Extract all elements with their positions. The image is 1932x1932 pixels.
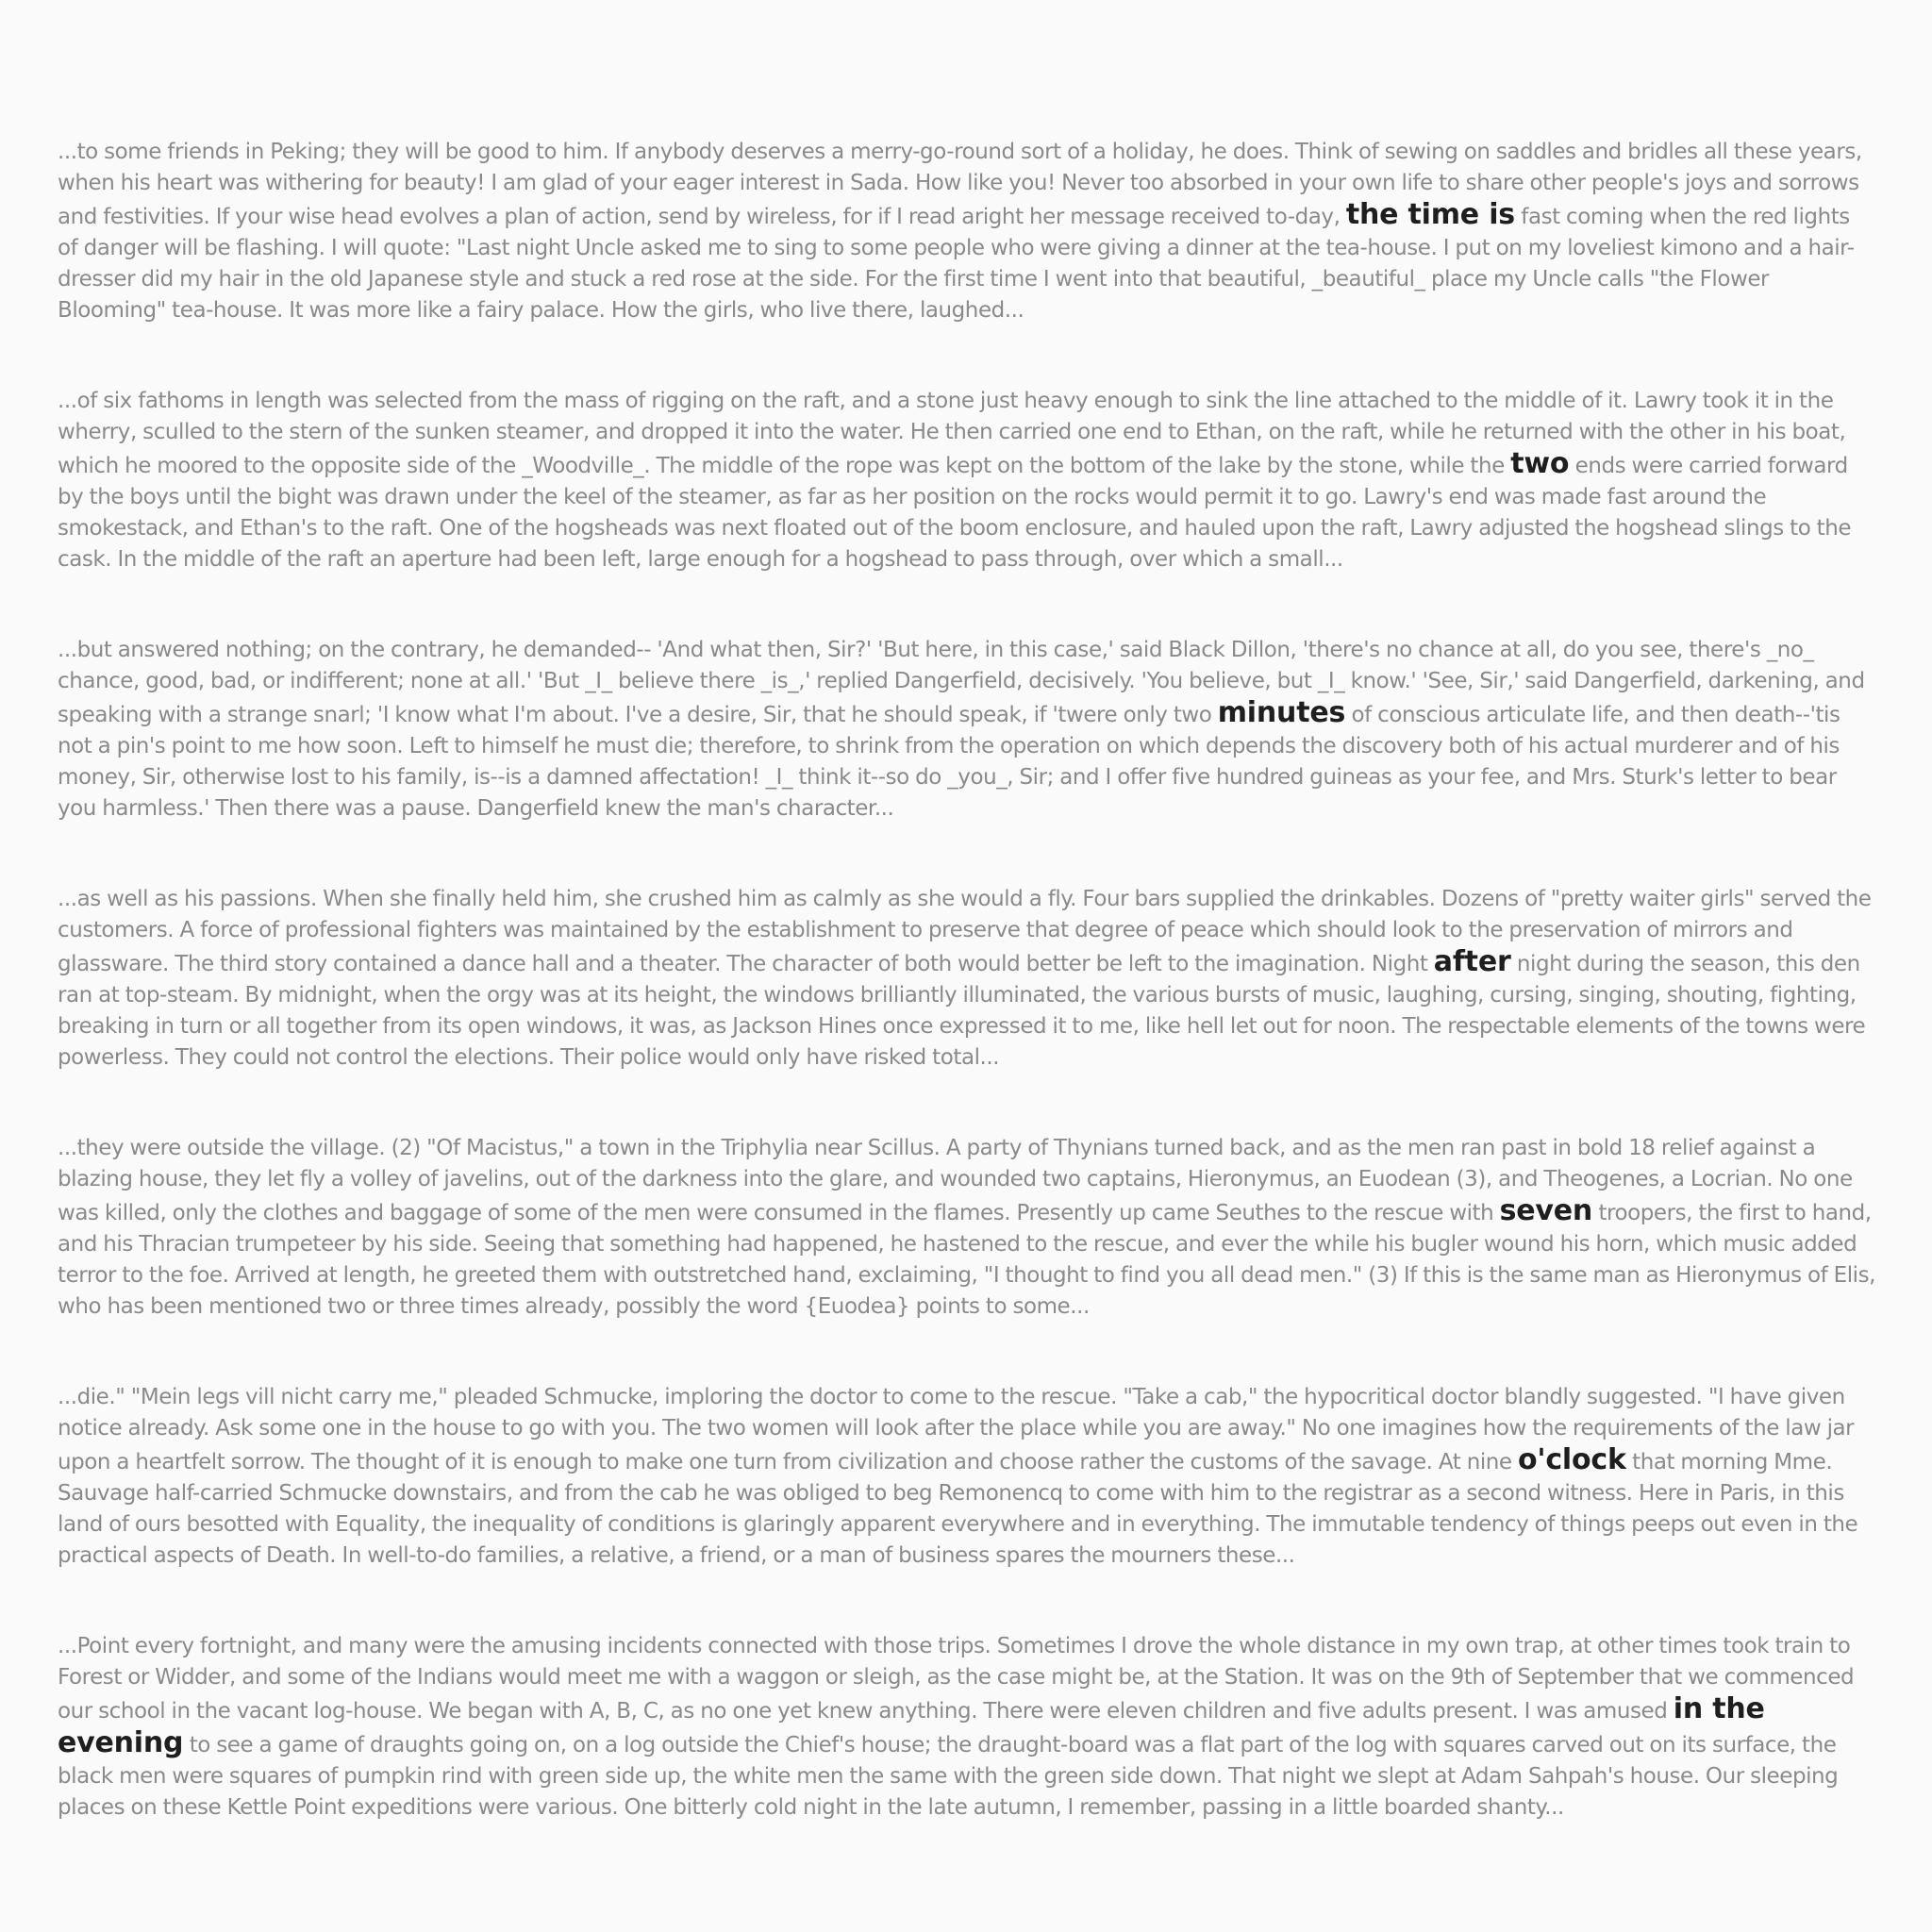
passage-2 <box>58 386 1875 575</box>
highlighted-phrase: minutes <box>1217 696 1346 729</box>
passage-text-after: fast coming when the red lights of danger will be flashing. I will quote: "Last night Uncle asked me to sing to some people who were giving a dinner at the tea-house. I put on my loveliest kimono and a hair-dresser did my hair in the old Japanese style and stuck a red rose at the side. For the first time I went into that beautiful, _beautiful_ place my Uncle calls "the Flower Blooming" tea-house. It was more like a fairy palace. How the girls, who live there, laughed... <box>58 205 1855 323</box>
passage-text-before: ...to some friends in Peking; they will be good to him. If anybody deserves a merry-go-round sort of a holiday, he does. Think of sewing on saddles and bridles all these years, when his heart was withering for beauty! I am glad of your eager interest in Sada. How like you! Never too absorbed in your own life to share other people's joys and sorrows and festivities. If your wise head evolves a plan of action, send by wireless, for if I read aright her message received to-day, <box>58 140 1862 229</box>
passage-text-before: ...of six fathoms in length was selected from the mass of rigging on the raft, and a stone just heavy enough to sink the line attached to the middle of it. Lawry took it in the wherry, sculled to the stern of the sunken steamer, and dropped it into the water. He then carried one end to Ethan, on the raft, while he returned with the other in his boat, which he moored to the opposite side of the _Woodville_. The middle of the rope was kept on the bottom of the lake by the stone, while the <box>58 389 1846 478</box>
passage-text-before: ...they were outside the village. (2) "Of Macistus," a town in the Triphylia near Scillus. A party of Thynians turned back, and as the men ran past in bold 18 relief against a blazing house, they let fly a volley of javelins, out of the darkness into the glare, and wounded two captains, Hieronymus, an Euodean (3), and Theogenes, a Locrian. No one was killed, only the clothes and baggage of some of the men were consumed in the flames. Presently up came Seuthes to the rescue with <box>58 1136 1853 1225</box>
passage-text-after: night during the season, this den ran at top-steam. By midnight, when the orgy was at its height, the windows brilliantly illuminated, the various bursts of music, laughing, cursing, singing, shouting, fighting, breaking in turn or all together from its open windows, it was, as Jackson Hines once expressed it to me, like hell let out for noon. The respectable elements of the towns were powerless. They could not control the elections. Their police would only have risked total... <box>58 952 1866 1070</box>
highlighted-phrase: o'clock <box>1517 1443 1626 1476</box>
passage-1 <box>58 137 1875 326</box>
passage-3 <box>58 635 1875 824</box>
highlighted-phrase: in the evening <box>58 1692 1765 1759</box>
highlighted-phrase: after <box>1433 945 1511 978</box>
passage-6 <box>58 1382 1875 1572</box>
passage-text-after: ends were carried forward by the boys until the bight was drawn under the keel of the steamer, as far as her position on the rocks would permit it to go. Lawry's end was made fast around the smokestack, and Ethan's to the raft. One of the hogsheads was next floated out of the boom enclosure, and hauled upon the raft, Lawry adjusted the hogshead slings to the cask. In the middle of the raft an aperture had been left, large enough for a hogshead to pass through, over which a small... <box>58 454 1852 572</box>
passage-4 <box>58 884 1875 1074</box>
highlighted-phrase: the time is <box>1345 198 1515 231</box>
passage-text-before: ...but answered nothing; on the contrary, he demanded-- 'And what then, Sir?' 'But here, in this case,' said Black Dillon, 'there's no chance at all, do you see, there's _no_ chance, good, bad, or indifferent; none at all.' 'But _I_ believe there _is_,' replied Dangerfield, decisively. 'You believe, but _I_ know.' 'See, Sir,' said Dangerfield, darkening, and speaking with a strange snarl; 'I know what I'm about. I've a desire, Sir, that he should speak, if 'twere only two <box>58 638 1865 727</box>
passage-text-after: troopers, the first to hand, and his Thracian trumpeteer by his side. Seeing that something had happened, he hastened to the rescue, and ever the while his bugler wound his horn, which music added terror to the foe. Arrived at length, he greeted them with outstretched hand, exclaiming, "I thought to find you all dead men." (3) If this is the same man as Hieronymus of Elis, who has been mentioned two or three times already, possibly the word {Euodea} points to some... <box>58 1201 1875 1319</box>
passage-text-after: that morning Mme. Sauvage half-carried Schmucke downstairs, and from the cab he was obliged to beg Remonencq to come with him to the registrar as a second witness. Here in Paris, in this land of ours besotted with Equality, the inequality of conditions is glaringly apparent everywhere and in everything. The immutable tendency of things peeps out even in the practical aspects of Death. In well-to-do families, a relative, a friend, or a man of business spares the mourners these... <box>58 1450 1858 1568</box>
highlighted-phrase: seven <box>1499 1194 1593 1227</box>
passage-text-after: of conscious articulate life, and then death--'tis not a pin's point to me how soon. Left to himself he must die; therefore, to shrink from the operation on which depends the discovery both of his actual murderer and of his money, Sir, otherwise lost to his family, is--is a damned affectation! _I_ think it--so do _you_, Sir; and I offer five hundred guineas as your fee, and Mrs. Sturk's letter to bear you harmless.' Then there was a pause. Dangerfield knew the man's character... <box>58 703 1840 821</box>
passage-5 <box>58 1133 1875 1323</box>
passage-text-before: ...die." "Mein legs vill nicht carry me," pleaded Schmucke, imploring the doctor to come to the rescue. "Take a cab," the hypocritical doctor blandly suggested. "I have given notice already. Ask some one in the house to go with you. The two women will look after the place while you are away." No one imagines how the requirements of the law jar upon a heartfelt sorrow. The thought of it is enough to make one turn from civilization and choose rather the customs of the savage. At nine <box>58 1385 1855 1474</box>
highlighted-phrase: two <box>1510 447 1570 480</box>
passage-7 <box>58 1631 1875 1824</box>
passage-text-before: ...Point every fortnight, and many were the amusing incidents connected with those trips. Sometimes I drove the whole distance in my own trap, at other times took train to Forest or Widder, and some of the Indians would meet me with a waggon or sleigh, as the case might be, at the Station. It was on the 9th of September that we commenced our school in the vacant log-house. We began with A, B, C, as no one yet knew anything. There were eleven children and five adults present. I was amused <box>58 1634 1855 1724</box>
passage-text-after: to see a game of draughts going on, on a log outside the Chief's house; the draught-board was a flat part of the log with squares carved out on its surface, the black men were squares of pumpkin rind with green side up, the white men the same with the green side down. That night we slept at Adam Sahpah's house. Our sleeping places on these Kettle Point expeditions were various. One bitterly cold night in the late autumn, I remember, passing in a little boarded shanty... <box>58 1733 1839 1820</box>
passage-text-before: ...as well as his passions. When she finally held him, she crushed him as calmly as she would a fly. Four bars supplied the drinkables. Dozens of "pretty waiter girls" served the customers. A force of professional fighters was maintained by the establishment to preserve that degree of peace which should look to the preservation of mirrors and glassware. The third story contained a dance hall and a theater. The character of both would better be left to the imagination. Night <box>58 887 1872 976</box>
